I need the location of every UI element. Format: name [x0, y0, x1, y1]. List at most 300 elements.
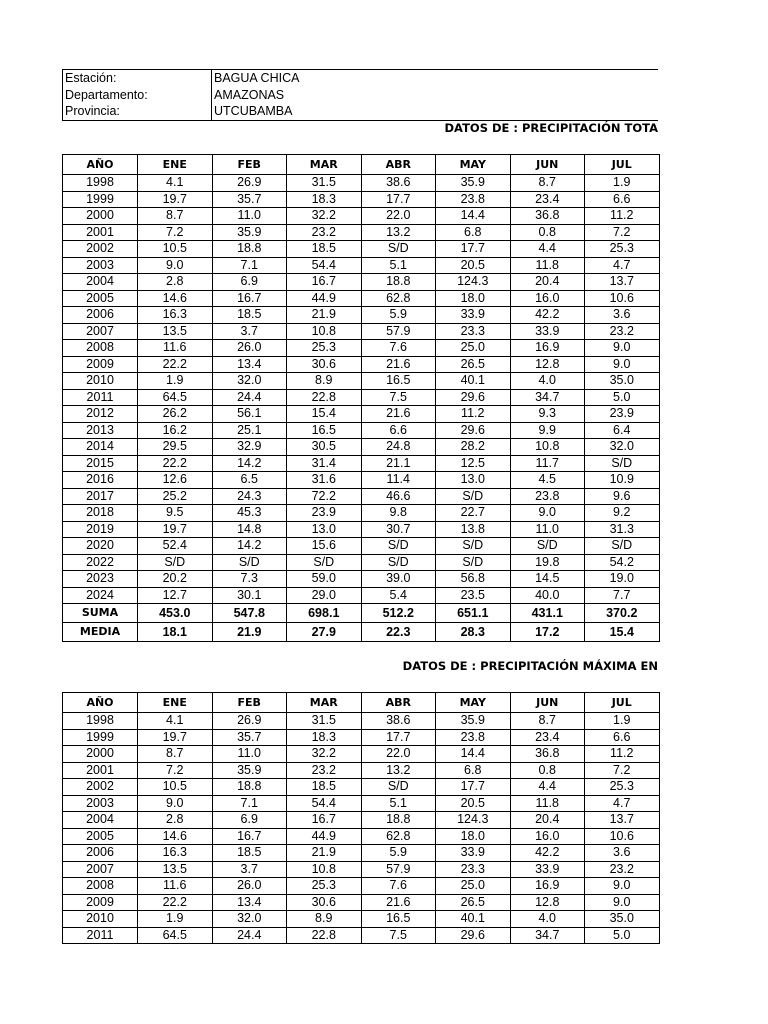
table-cell: 32.0: [585, 439, 660, 456]
table-cell: 26.0: [212, 878, 287, 895]
table-row: [63, 828, 660, 845]
table-cell: 2005: [63, 290, 138, 307]
table-cell: 32.0: [212, 373, 287, 390]
table-header-row: [63, 155, 660, 175]
table-cell: 39.0: [361, 571, 436, 588]
table-cell: 20.5: [436, 257, 511, 274]
table-cell: 20.4: [510, 274, 585, 291]
table-cell: 20.4: [510, 812, 585, 829]
table-cell: 16.5: [287, 422, 362, 439]
table-cell: 21.1: [361, 455, 436, 472]
table-cell: 15.4: [287, 406, 362, 423]
table-cell: 62.8: [361, 290, 436, 307]
table-cell: 11.0: [212, 746, 287, 763]
table-cell: 62.8: [361, 828, 436, 845]
table-row: [63, 224, 660, 241]
table-cell: 16.7: [287, 812, 362, 829]
table-cell: 13.2: [361, 224, 436, 241]
table-cell: 23.8: [436, 191, 511, 208]
table-cell: 26.5: [436, 356, 511, 373]
table-cell: 2015: [63, 455, 138, 472]
table-cell: 14.4: [436, 746, 511, 763]
table-cell: 2007: [63, 323, 138, 340]
table-cell: 9.0: [585, 878, 660, 895]
table-cell: 6.9: [212, 812, 287, 829]
table-cell: 12.7: [138, 587, 213, 604]
total-label: MEDIA: [63, 623, 138, 642]
station-row: [62, 70, 658, 87]
table-cell: 31.4: [287, 455, 362, 472]
table-cell: 21.9: [287, 307, 362, 324]
table-row: [63, 911, 660, 928]
table-cell: 9.0: [138, 795, 213, 812]
total-cell: 547.8: [212, 604, 287, 623]
table-cell: 54.4: [287, 795, 362, 812]
table-cell: 10.6: [585, 828, 660, 845]
table-row: [63, 587, 660, 604]
column-header: ENE: [138, 693, 213, 713]
table-cell: 44.9: [287, 290, 362, 307]
table-row: [63, 845, 660, 862]
table-cell: 23.2: [287, 762, 362, 779]
table-cell: 35.9: [436, 175, 511, 192]
table-cell: 54.2: [585, 554, 660, 571]
table-cell: 25.3: [585, 779, 660, 796]
table-cell: 5.9: [361, 845, 436, 862]
table-cell: 23.3: [436, 323, 511, 340]
table-cell: 23.8: [510, 488, 585, 505]
table-cell: 32.2: [287, 208, 362, 225]
table-cell: 2012: [63, 406, 138, 423]
table-cell: 30.6: [287, 356, 362, 373]
table-cell: 2002: [63, 779, 138, 796]
table-cell: 7.1: [212, 795, 287, 812]
table-cell: 6.5: [212, 472, 287, 489]
table-row: [63, 307, 660, 324]
table-cell: 16.7: [212, 290, 287, 307]
table-cell: 9.5: [138, 505, 213, 522]
table-cell: 26.9: [212, 175, 287, 192]
table-cell: 2004: [63, 274, 138, 291]
table-cell: 18.5: [287, 241, 362, 258]
table-cell: 10.8: [510, 439, 585, 456]
table-cell: 3.6: [585, 307, 660, 324]
table-cell: 13.0: [436, 472, 511, 489]
table-cell: 6.4: [585, 422, 660, 439]
table-cell: 18.0: [436, 290, 511, 307]
table-cell: 20.5: [436, 795, 511, 812]
table-cell: 21.9: [287, 845, 362, 862]
table-cell: 35.9: [436, 713, 511, 730]
table-cell: 33.9: [436, 307, 511, 324]
table-cell: 1998: [63, 713, 138, 730]
table-cell: 16.3: [138, 845, 213, 862]
table-cell: 19.8: [510, 554, 585, 571]
table2-title: DATOS DE : PRECIPITACIÓN MÁXIMA EN: [402, 659, 658, 673]
table-row: [63, 521, 660, 538]
table-cell: 56.8: [436, 571, 511, 588]
table-cell: 72.2: [287, 488, 362, 505]
table-cell: 7.2: [585, 762, 660, 779]
table-cell: 9.8: [361, 505, 436, 522]
column-header: AÑO: [63, 693, 138, 713]
table-row: [63, 894, 660, 911]
table-cell: 2001: [63, 762, 138, 779]
table-cell: 24.4: [212, 927, 287, 944]
table-cell: 4.7: [585, 795, 660, 812]
table-cell: 2006: [63, 307, 138, 324]
column-header: MAY: [436, 693, 511, 713]
table-row: [63, 406, 660, 423]
column-header: FEB: [212, 155, 287, 175]
table-cell: 38.6: [361, 175, 436, 192]
table-cell: 16.3: [138, 307, 213, 324]
table-cell: 6.8: [436, 224, 511, 241]
column-header: ABR: [361, 155, 436, 175]
table-cell: 32.2: [287, 746, 362, 763]
table-cell: 16.9: [510, 878, 585, 895]
table-row: [63, 191, 660, 208]
column-header: JUN: [510, 693, 585, 713]
table-cell: 25.0: [436, 340, 511, 357]
table-cell: 2005: [63, 828, 138, 845]
column-header: MAY: [436, 155, 511, 175]
table-cell: 54.4: [287, 257, 362, 274]
table-row: [63, 356, 660, 373]
table-cell: 2010: [63, 373, 138, 390]
table-cell: 13.0: [287, 521, 362, 538]
table-row: [63, 241, 660, 258]
table-cell: 11.2: [585, 746, 660, 763]
department-label: Departamento:: [62, 87, 212, 104]
total-cell: 28.3: [436, 623, 511, 642]
table-row: [63, 323, 660, 340]
table-cell: 16.9: [510, 340, 585, 357]
table-cell: 25.1: [212, 422, 287, 439]
table-cell: 26.9: [212, 713, 287, 730]
table-cell: 2001: [63, 224, 138, 241]
table-cell: 2.8: [138, 274, 213, 291]
table-row: [63, 373, 660, 390]
table-cell: 13.4: [212, 356, 287, 373]
table-cell: 59.0: [287, 571, 362, 588]
table-cell: 3.6: [585, 845, 660, 862]
table-cell: 7.7: [585, 587, 660, 604]
table-cell: 11.6: [138, 878, 213, 895]
table-row: [63, 762, 660, 779]
table-cell: 57.9: [361, 323, 436, 340]
table-cell: 23.9: [287, 505, 362, 522]
table-cell: 13.4: [212, 894, 287, 911]
province-value: UTCUBAMBA: [214, 104, 293, 118]
province-row: [62, 103, 658, 120]
table-cell: 19.7: [138, 729, 213, 746]
province-label: Provincia:: [62, 103, 212, 120]
table-cell: 17.7: [436, 779, 511, 796]
table1-title-wrap: [360, 121, 658, 135]
table-cell: 2.8: [138, 812, 213, 829]
total-cell: 431.1: [510, 604, 585, 623]
table-cell: S/D: [361, 779, 436, 796]
table-cell: 28.2: [436, 439, 511, 456]
total-cell: 15.4: [585, 623, 660, 642]
table-cell: 16.2: [138, 422, 213, 439]
table2-title-wrap: [360, 659, 658, 673]
table-cell: 20.2: [138, 571, 213, 588]
table-cell: 38.6: [361, 713, 436, 730]
table-cell: 22.0: [361, 208, 436, 225]
column-header: MAR: [287, 693, 362, 713]
table-cell: 12.8: [510, 356, 585, 373]
table-cell: 11.2: [585, 208, 660, 225]
station-label: Estación:: [62, 70, 212, 87]
table-cell: 35.0: [585, 373, 660, 390]
table-cell: 46.6: [361, 488, 436, 505]
table-cell: 44.9: [287, 828, 362, 845]
table-cell: 29.0: [287, 587, 362, 604]
table-cell: 7.5: [361, 927, 436, 944]
table-cell: 22.8: [287, 389, 362, 406]
table-cell: 12.6: [138, 472, 213, 489]
table-cell: 7.5: [361, 389, 436, 406]
total-cell: 18.1: [138, 623, 213, 642]
table-cell: S/D: [212, 554, 287, 571]
table-cell: 10.9: [585, 472, 660, 489]
table-cell: 23.2: [287, 224, 362, 241]
table-cell: 18.3: [287, 191, 362, 208]
table-cell: 2016: [63, 472, 138, 489]
table-cell: S/D: [585, 538, 660, 555]
table-cell: 22.2: [138, 356, 213, 373]
total-cell: 698.1: [287, 604, 362, 623]
table-row: [63, 488, 660, 505]
table-cell: 30.5: [287, 439, 362, 456]
table-cell: 7.3: [212, 571, 287, 588]
table-cell: 23.4: [510, 729, 585, 746]
table-cell: 11.6: [138, 340, 213, 357]
table-cell: 18.5: [212, 307, 287, 324]
total-cell: 512.2: [361, 604, 436, 623]
table-cell: 21.6: [361, 356, 436, 373]
total-label: SUMA: [63, 604, 138, 623]
table-cell: 31.5: [287, 175, 362, 192]
table-cell: 23.5: [436, 587, 511, 604]
table-cell: 7.6: [361, 878, 436, 895]
table-cell: 2023: [63, 571, 138, 588]
table-cell: 8.7: [510, 175, 585, 192]
table-cell: 18.5: [287, 779, 362, 796]
total-cell: 17.2: [510, 623, 585, 642]
table-cell: 18.8: [361, 274, 436, 291]
table-cell: 16.7: [287, 274, 362, 291]
table-cell: 22.8: [287, 927, 362, 944]
table-cell: 52.4: [138, 538, 213, 555]
table-header-row: [63, 693, 660, 713]
table-cell: 17.7: [361, 729, 436, 746]
table-cell: 23.4: [510, 191, 585, 208]
table-cell: 23.2: [585, 861, 660, 878]
column-header: JUL: [585, 155, 660, 175]
table-cell: 11.4: [361, 472, 436, 489]
table-cell: S/D: [585, 455, 660, 472]
table-cell: 23.8: [436, 729, 511, 746]
table-row: [63, 927, 660, 944]
table-cell: 8.9: [287, 911, 362, 928]
table-cell: 16.0: [510, 828, 585, 845]
table-cell: 124.3: [436, 274, 511, 291]
table-cell: 11.7: [510, 455, 585, 472]
table-cell: 13.5: [138, 323, 213, 340]
table-cell: 2013: [63, 422, 138, 439]
table-row: [63, 472, 660, 489]
table-cell: 25.0: [436, 878, 511, 895]
table-cell: 10.8: [287, 323, 362, 340]
table-cell: 24.3: [212, 488, 287, 505]
precipitation-max-table: [62, 692, 660, 944]
table-cell: 9.0: [585, 356, 660, 373]
table-cell: 1.9: [138, 911, 213, 928]
total-cell: 651.1: [436, 604, 511, 623]
table-cell: S/D: [436, 488, 511, 505]
table-cell: 2011: [63, 389, 138, 406]
table-cell: 45.3: [212, 505, 287, 522]
total-row: [63, 604, 660, 623]
table-row: [63, 746, 660, 763]
table-cell: 9.0: [585, 340, 660, 357]
table-cell: 2000: [63, 208, 138, 225]
table-cell: 10.5: [138, 241, 213, 258]
table-cell: 35.9: [212, 762, 287, 779]
table-row: [63, 422, 660, 439]
column-header: AÑO: [63, 155, 138, 175]
table-row: [63, 389, 660, 406]
table-cell: S/D: [361, 538, 436, 555]
table-cell: S/D: [436, 538, 511, 555]
table-row: [63, 779, 660, 796]
table-cell: 29.6: [436, 389, 511, 406]
table-row: [63, 812, 660, 829]
precipitation-total-table: [62, 154, 660, 642]
table-cell: 23.9: [585, 406, 660, 423]
total-cell: 22.3: [361, 623, 436, 642]
table-row: [63, 505, 660, 522]
table-cell: 22.0: [361, 746, 436, 763]
table-row: [63, 274, 660, 291]
table-cell: 6.9: [212, 274, 287, 291]
table-cell: 23.3: [436, 861, 511, 878]
table-cell: 35.0: [585, 911, 660, 928]
table-cell: 10.6: [585, 290, 660, 307]
table-cell: 19.7: [138, 521, 213, 538]
table-cell: 16.5: [361, 373, 436, 390]
table-cell: 31.6: [287, 472, 362, 489]
table-row: [63, 554, 660, 571]
table-row: [63, 455, 660, 472]
table-cell: 9.3: [510, 406, 585, 423]
table-cell: 2009: [63, 356, 138, 373]
station-value: BAGUA CHICA: [214, 71, 300, 85]
table-cell: 9.6: [585, 488, 660, 505]
total-cell: 453.0: [138, 604, 213, 623]
column-header: ABR: [361, 693, 436, 713]
table-cell: 4.4: [510, 241, 585, 258]
table-cell: 11.0: [212, 208, 287, 225]
table-cell: 4.4: [510, 779, 585, 796]
table-cell: 14.5: [510, 571, 585, 588]
table-cell: 5.0: [585, 927, 660, 944]
table-cell: 5.1: [361, 257, 436, 274]
table-cell: S/D: [287, 554, 362, 571]
table-cell: 2002: [63, 241, 138, 258]
table-cell: S/D: [138, 554, 213, 571]
table-cell: 15.6: [287, 538, 362, 555]
table-cell: S/D: [510, 538, 585, 555]
table-cell: S/D: [361, 554, 436, 571]
table-cell: 2018: [63, 505, 138, 522]
table-cell: 12.5: [436, 455, 511, 472]
table-cell: 17.7: [361, 191, 436, 208]
table-cell: 6.8: [436, 762, 511, 779]
table-cell: 2003: [63, 257, 138, 274]
table-cell: 9.2: [585, 505, 660, 522]
table-cell: 32.0: [212, 911, 287, 928]
table-cell: 1.9: [585, 713, 660, 730]
table-cell: 11.2: [436, 406, 511, 423]
table-cell: 6.6: [361, 422, 436, 439]
table-cell: 42.2: [510, 307, 585, 324]
table-cell: 13.8: [436, 521, 511, 538]
table-cell: 29.5: [138, 439, 213, 456]
table-cell: 13.5: [138, 861, 213, 878]
table-cell: 4.1: [138, 713, 213, 730]
table-row: [63, 538, 660, 555]
table-cell: 31.3: [585, 521, 660, 538]
table-cell: 33.9: [436, 845, 511, 862]
table-cell: 8.7: [138, 208, 213, 225]
table-cell: 2020: [63, 538, 138, 555]
table-cell: 2011: [63, 927, 138, 944]
table-cell: 5.1: [361, 795, 436, 812]
table-cell: 26.2: [138, 406, 213, 423]
table-row: [63, 439, 660, 456]
table-cell: 4.7: [585, 257, 660, 274]
department-value: AMAZONAS: [214, 87, 285, 102]
table-cell: 33.9: [510, 861, 585, 878]
table-cell: 21.6: [361, 894, 436, 911]
table-cell: 22.2: [138, 894, 213, 911]
table-cell: 23.2: [585, 323, 660, 340]
table-cell: 4.0: [510, 373, 585, 390]
table-row: [63, 878, 660, 895]
table-cell: 25.3: [287, 340, 362, 357]
table-cell: 14.6: [138, 828, 213, 845]
column-header: FEB: [212, 693, 287, 713]
table-cell: 2009: [63, 894, 138, 911]
table-cell: 13.7: [585, 274, 660, 291]
table-cell: 11.8: [510, 795, 585, 812]
table-cell: 2004: [63, 812, 138, 829]
table-cell: 5.4: [361, 587, 436, 604]
table-cell: 30.7: [361, 521, 436, 538]
table-cell: 35.7: [212, 191, 287, 208]
table-cell: 18.3: [287, 729, 362, 746]
table-cell: 9.0: [510, 505, 585, 522]
table-cell: 36.8: [510, 746, 585, 763]
total-cell: 370.2: [585, 604, 660, 623]
table-cell: 16.7: [212, 828, 287, 845]
table-cell: 7.6: [361, 340, 436, 357]
table-cell: 24.8: [361, 439, 436, 456]
